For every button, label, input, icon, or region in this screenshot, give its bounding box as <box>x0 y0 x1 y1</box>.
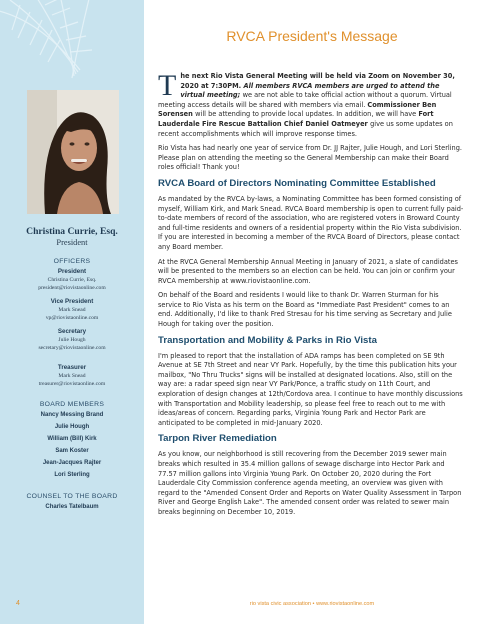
paragraph: At the RVCA General Membership Annual Meeting in January of 2021, a slate of candidates will be presented to the members so an election can be held. You can join or confirm your RVCA membership at www.riovistaonline.com. <box>158 257 458 285</box>
officer-title: Secretary <box>57 328 87 335</box>
intro-bold-italic: All members RVCA members are urged to attend the virtual meeting; <box>180 81 440 100</box>
board-member: Julie Hough <box>54 424 90 430</box>
section-heading: Tarpon River Remediation <box>158 433 277 445</box>
board-heading: BOARD MEMBERS <box>39 401 105 408</box>
board-member: William (Bill) Kirk <box>47 436 97 442</box>
officer-name: Julie Hough <box>58 337 86 343</box>
page-number: 4 <box>16 600 20 607</box>
paragraph: Rio Vista has had nearly one year of service from Dr. JJ Rajter, Julie Hough, and Lori Sterling. Please plan on attending the meeting so the General Membership can make their Board roles official! Thank you! <box>158 144 463 172</box>
section-heading: Transportation and Mobility & Parks in Rio Vista <box>158 334 377 346</box>
intro-text: we are not able to take official action without a quorum. Virtual meeting access details will be shared with members via email. <box>158 91 452 109</box>
intro-bold-commissioner: Commissioner Ben Sorensen <box>158 100 437 119</box>
board-member: Jean-Jacques Rajter <box>42 460 102 466</box>
page-title: RVCA President's Message <box>226 28 398 44</box>
intro-text-2: will be attending to provide local updates. In addition, we will have <box>195 110 419 119</box>
paragraph: On behalf of the Board and residents I would like to thank Dr. Warren Sturman for his service to Rio Vista as his term on the Board as "Immediate Past President" comes to an end. Additionally, I'd like to thank Fred Stresau for his time serving as Secretary and Julie Hough for taking over the position. <box>158 291 452 329</box>
intro-paragraph <box>158 69 464 139</box>
intro-bold: he next Rio Vista General Meeting will be held via Zoom on November 30, 2020 at 7:30PM. <box>180 72 455 90</box>
officer-email[interactable]: vp@riovistaonline.com <box>45 315 99 321</box>
officer-name: Mark Snead <box>58 373 86 379</box>
paragraph: As mandated by the RVCA by-laws, a Nominating Committee has been formed consisting of myself, William Kirk, and Mark Snead. RVCA Board membership is open to current fully paid-to-date members of record of the association, who are registered voters in Broward County and full-time residents and owners of a residential property within the Rio Vista subdivision. If you are interested in becoming a member of the RVCA Board of Directors, please contact any Board member. <box>158 194 464 251</box>
paragraph: As you know, our neighborhood is still recovering from the December 2019 sewer main breaks which resulted in 35.4 million gallons of sewage discharge into Hector Park and 77.57 million gallons into Virginia Young Park. On October 20, 2020 during the Fort Lauderdale City Commission conference agenda meeting, an overview was given with regard to the "Amended Consent Order and Reports on Water Quality Assessment in Tarpon River and George English Lake". The amended consent order was related to sewer main breaks beginning on December 10, 2019. <box>158 450 462 516</box>
officer-email[interactable]: treasurer@riovistaonline.com <box>38 381 106 387</box>
footer-text: rio vista civic association • www.riovistaonline.com <box>249 601 375 607</box>
intro-bold-chief: Fort Lauderdale Fire Rescue Battalion Chief Daniel Oatmeyer <box>158 110 434 128</box>
president-photo <box>27 90 119 214</box>
officer-email[interactable]: secretary@riovistaonline.com <box>38 345 106 351</box>
officer-email[interactable]: president@riovistaonline.com <box>38 285 106 291</box>
paragraph: I'm pleased to report that the installation of ADA ramps has been completed on SE 9th Avenue at SE 7th Street and near VY Park. Hopefully, by the time this publication hits your mailbox, "No Thru Trucks" signs will be installed at designated locations. Also, still on the way are: a radar speed sign near VY Park/Ponce, a traffic study on 11th Court, and exploration of design changes at 12th/Cordova area. I continue to have monthly discussions with Transportation and Mobility leadership, so please feel free to reach out to me with ideas/areas of concern. Regarding parks, Virginia Young Park and Hector Park are anticipated to be completed in mid-January 2020. <box>158 351 463 427</box>
officer-name: Mark Snead <box>58 307 86 313</box>
board-member: Nancy Messing Brand <box>40 412 104 418</box>
article-body <box>158 69 464 523</box>
officer-name: Christina Currie, Esq. <box>47 277 97 283</box>
intro-text-3: give us some updates on recent accomplishments which will improve response times. <box>158 119 453 138</box>
officers-heading: OFFICERS <box>53 258 91 265</box>
president-name: Christina Currie, Esq. <box>26 226 118 237</box>
officer-title: Vice President <box>50 298 94 305</box>
president-role: President <box>56 238 88 247</box>
officer-title: Treasurer <box>57 364 87 371</box>
palm-frond-decoration <box>0 0 144 90</box>
counsel-name: Charles Tatelbaum <box>45 504 99 510</box>
board-member: Sam Koster <box>55 448 89 454</box>
sidebar <box>0 0 144 624</box>
drop-cap: T <box>158 69 177 102</box>
section-heading: RVCA Board of Directors Nominating Committee Established <box>158 177 436 189</box>
board-member: Lori Sterling <box>54 472 90 478</box>
counsel-heading: COUNSEL TO THE BOARD <box>26 493 118 500</box>
officer-title: President <box>57 268 87 275</box>
